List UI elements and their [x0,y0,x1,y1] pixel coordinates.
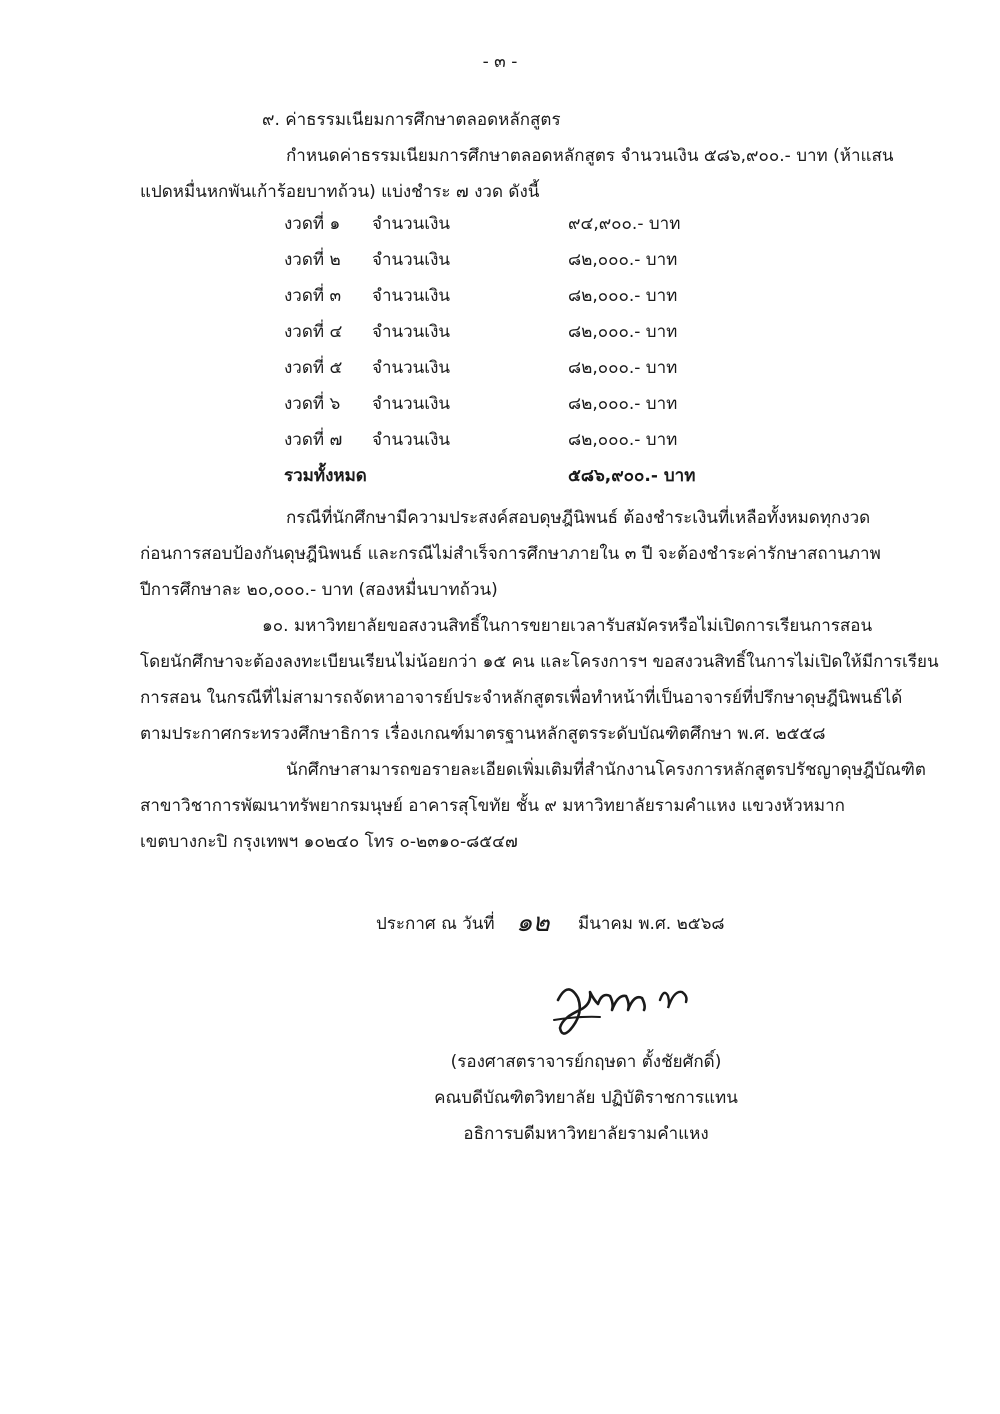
installment-amount: ๘๒,๐๐๐.- บาท [568,430,678,450]
installment-label: งวดที่ ๗ [284,430,343,450]
signatory-title-2: อธิการบดีมหาวิทยาลัยรามคำแหง [463,1124,709,1144]
handwritten-signature [540,970,710,1040]
installment-amount: ๙๔,๙๐๐.- บาท [568,214,681,234]
installment-word: จำนวนเงิน [372,430,451,450]
installment-row [0,246,1000,282]
installment-total-row [0,462,1000,498]
section-9-intro-line-1: กำหนดค่าธรรมเนียมการศึกษาตลอดหลักสูตร จำนวนเงิน ๕๘๖,๙๐๐.- บาท (ห้าแสน [286,146,894,166]
installment-label: งวดที่ ๔ [284,322,343,342]
installment-row [0,282,1000,318]
installment-label: งวดที่ ๓ [284,286,342,306]
announcement-day: ๑๒ [516,908,550,938]
signatory-title-1: คณบดีบัณฑิตวิทยาลัย ปฏิบัติราชการแทน [434,1088,738,1108]
announcement-month-year: มีนาคม พ.ศ. ๒๕๖๘ [578,914,725,934]
contact-line-1: นักศึกษาสามารถขอรายละเอียดเพิ่มเติมที่สำนักงานโครงการหลักสูตรปรัชญาดุษฎีบัณฑิต [286,760,926,780]
installment-word: จำนวนเงิน [372,286,451,306]
installment-row [0,318,1000,354]
section-10-line-4: ตามประกาศกระทรวงศึกษาธิการ เรื่องเกณฑ์มาตรฐานหลักสูตรระดับบัณฑิตศึกษา พ.ศ. ๒๕๕๘ [140,724,826,744]
section-10-line-2: โดยนักศึกษาจะต้องลงทะเบียนเรียนไม่น้อยกว่า ๑๕ คน และโครงการฯ ขอสงวนสิทธิ์ในการไม่เปิดให้มีการเรียน [140,652,939,672]
installment-row [0,354,1000,390]
contact-line-2: สาขาวิชาการพัฒนาทรัพยากรมนุษย์ อาคารสุโขทัย ชั้น ๙ มหาวิทยาลัยรามคำแหง แขวงหัวหมาก [140,796,845,816]
installment-label: งวดที่ ๑ [284,214,341,234]
announcement-prefix: ประกาศ ณ วันที่ [376,914,495,934]
installment-amount: ๘๒,๐๐๐.- บาท [568,358,678,378]
installment-row [0,426,1000,462]
section-9-note-line-2: ก่อนการสอบป้องกันดุษฎีนิพนธ์ และกรณีไม่สำเร็จการศึกษาภายใน ๓ ปี จะต้องชำระค่ารักษาสถานภาพ [140,544,881,564]
installment-row [0,210,1000,246]
installment-row [0,390,1000,426]
total-amount: ๕๘๖,๙๐๐.- บาท [568,466,696,486]
page-number: - ๓ - [482,52,518,72]
section-9-note-line-1: กรณีที่นักศึกษามีความประสงค์สอบดุษฎีนิพนธ์ ต้องชำระเงินที่เหลือทั้งหมดทุกงวด [286,508,871,528]
section-10-line-3: การสอน ในกรณีที่ไม่สามารถจัดหาอาจารย์ประจำหลักสูตรเพื่อทำหน้าที่เป็นอาจารย์ที่ปรึกษาดุษฎีนิพนธ์ได้ [140,688,903,708]
installment-amount: ๘๒,๐๐๐.- บาท [568,286,678,306]
installment-amount: ๘๒,๐๐๐.- บาท [568,250,678,270]
installment-word: จำนวนเงิน [372,358,451,378]
installment-word: จำนวนเงิน [372,214,451,234]
total-label: รวมทั้งหมด [284,466,367,486]
section-9-note-line-3: ปีการศึกษาละ ๒๐,๐๐๐.- บาท (สองหมื่นบาทถ้วน) [140,580,498,600]
section-10-line-1: ๑๐. มหาวิทยาลัยขอสงวนสิทธิ์ในการขยายเวลารับสมัครหรือไม่เปิดการเรียนการสอน [262,616,873,636]
installment-label: งวดที่ ๕ [284,358,343,378]
installment-word: จำนวนเงิน [372,250,451,270]
installment-label: งวดที่ ๒ [284,250,341,270]
contact-line-3: เขตบางกะปิ กรุงเทพฯ ๑๐๒๔๐ โทร ๐-๒๓๑๐-๘๕๔๗ [140,832,518,852]
installment-label: งวดที่ ๖ [284,394,341,414]
installment-word: จำนวนเงิน [372,322,451,342]
signatory-name: (รองศาสตราจารย์กฤษดา ตั้งชัยศักดิ์) [450,1052,722,1072]
installment-word: จำนวนเงิน [372,394,451,414]
installment-amount: ๘๒,๐๐๐.- บาท [568,322,678,342]
section-9-intro-line-2: แปดหมื่นหกพันเก้าร้อยบาทถ้วน) แบ่งชำระ ๗ งวด ดังนี้ [140,182,540,202]
section-9-heading: ๙. ค่าธรรมเนียมการศึกษาตลอดหลักสูตร [262,110,561,130]
installment-amount: ๘๒,๐๐๐.- บาท [568,394,678,414]
